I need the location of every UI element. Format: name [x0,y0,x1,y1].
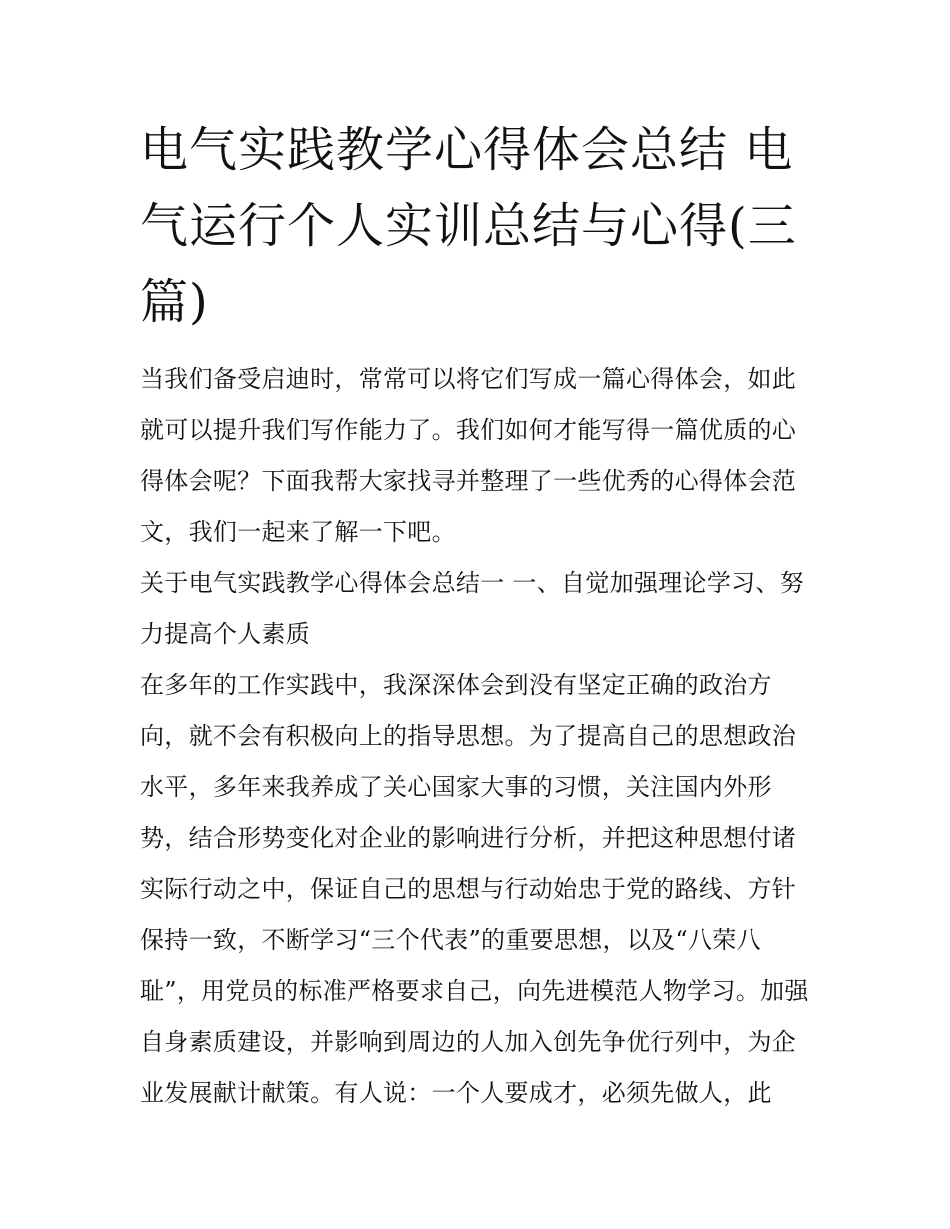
document-page [140,112,820,1119]
document-title: 电气实践教学心得体会总结 电气运行个人实训总结与心得(三篇) [140,122,797,330]
body-paragraph: 在多年的工作实践中，我深深体会到没有坚定正确的政治方向，就不会有积极向上的指导思想。为了提高自己的思想政治水平，多年来我养成了关心国家大事的习惯，关注国内外形势，结合形势变化对企业的影响进行分析，并把这种思想付诸实际行动之中，保证自己的思想与行动始忠于党的路线、方针保持一致，不断学习“三个代表”的重要思想，以及“八荣八耻”，用党员的标准严格要求自己，向先进模范人物学习。加强自身素质建设，并影响到周边的人加入创先争优行列中，为企业发展献计献策。有人说：一个人要成才，必须先做人，此 [140,671,809,1107]
section-heading: 关于电气实践教学心得体会总结一 一、自觉加强理论学习、努力提高个人素质 [140,569,805,648]
intro-paragraph: 当我们备受启迪时，常常可以将它们写成一篇心得体会，如此就可以提升我们写作能力了。我们如何才能写得一篇优质的心得体会呢？下面我帮大家找寻并整理了一些优秀的心得体会范文，我们一起来了解一下吧。 [140,365,797,546]
